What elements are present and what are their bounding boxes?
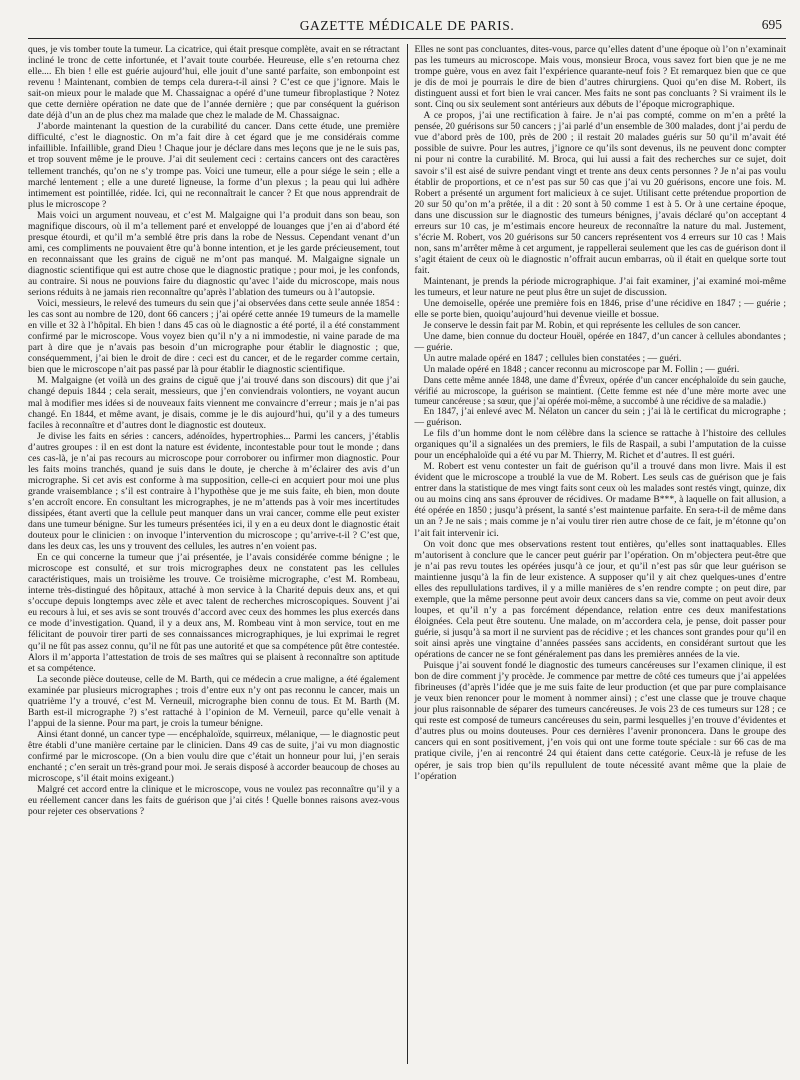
paragraph: M. Malgaigne (et voilà un des grains de ciguë que j’ai trouvé dans son discours) dit que j’ai changé depuis 1844 ; cela serait, messieurs, que j’en conviendrais volontiers, ne voyant aucun mal à modifier mes idées si de nouveaux faits viennent me convaincre d’erreur ; mais je n’ai pas changé. En 1844, et même avant, je disais, comme je le dis aujourd’hui, qu’il y a des tumeurs faciles à reconnaître et d’autres dont le diagnostic est douteux. (28, 375, 400, 431)
paragraph: M. Robert est venu contester un fait de guérison qu’il a trouvé dans mon livre. Mais il est évident que le microscope a troublé la vue de M. Robert. Les seuls cas de guérison que je fais entrer dans la statistique de mes vingt faits sont ceux où les malades sont restés vingt, quinze, dix ou au moins cinq ans sans éprouver de récidives. Or madame B***, à laquelle on fait allusion, a été opérée en 1850 ; jusqu’à présent, la santé s’est maintenue parfaite. En sera-t-il de même dans un an ? Je ne sais ; mais comme je n’ai voulu tirer rien autre chose de ce fait, je m’étonne qu’on l’ait fait intervenir ici. (414, 461, 786, 539)
paragraph: Le fils d’un homme dont le nom célèbre dans la science se rattache à l’histoire des cellules organiques qu’il a signalées un des premiers, le fils de Raspail, a subi l’amputation de la cuisse pour un encéphaloïde qui a été vu par M. Thierry, M. Richet et d’autres. Il est guéri. (414, 428, 786, 462)
paragraph: Une dame, bien connue du docteur Houël, opérée en 1847, d’un cancer à cellules abondantes ; — guérie. (414, 331, 786, 354)
article-columns (28, 44, 786, 1064)
paragraph: En 1847, j’ai enlevé avec M. Nélaton un cancer du sein ; j’ai là le certificat du micrographe ; — guérison. (414, 406, 786, 429)
left-column (28, 44, 407, 1064)
right-column (408, 44, 787, 1064)
paragraph: J’aborde maintenant la question de la curabilité du cancer. Dans cette étude, une première difficulté, c’est le diagnostic. On m’a fait dire à cet égard que je me considérais comme infaillible. Infaillible, grand Dieu ! Chaque jour je déclare dans mes leçons que je ne le suis pas, et trop souvent même je le prouve. J’ai dit seulement ceci : certains cancers ont des caractères tellement tranchés, qu’on ne s’y trompe pas. Voici une tumeur, elle a pour siége le sein ; elle a marché lentement ; elle a une dureté ligneuse, la forme d’un plexus ; la peau qui lui adhère intimement est pointillée, ridée. Ici, qui ne reconnaîtrait le cancer ? Et que nous apprendrait de plus le microscope ? (28, 121, 400, 210)
paragraph: Je divise les faits en séries : cancers, adénoïdes, hypertrophies... Parmi les cancers, j’établis d’autres groupes : il en est dont la nature est évidente, incontestable pour tout le monde ; dans ces cas-là, je n’ai pas recours au microscope pour corroborer ou infirmer mon diagnostic. Pour les faits moins tranchés, quand je suis dans le doute, je cherche à m’éclairer des avis d’un micrographe. Si cet avis est conforme à ma supposition, celle-ci en acquiert pour moi une plus grande vraisemblance ; s’il est contraire à l’hypothèse que je me suis faite, eh bien, mon doute s’en accroît encore. En consultant les micrographes, je ne m’attends pas à voir mes incertitudes dissipées, étant averti que la cellule peut manquer dans un vrai cancer, comme elle peut exister dans une tumeur bénigne. Sur les tumeurs présentées ici, il y en a eu deux dont le diagnostic était douteux pour le clinicien : on invoque l’intervention du microscope ; qu’arrive-t-il ? C’est que, dans les deux cas, les uns y trouvent des cellules, les autres n’en voient pas. (28, 430, 400, 553)
paragraph: Ainsi étant donné, un cancer type — encéphaloïde, squirreux, mélanique, — le diagnostic peut être établi d’une manière certaine par le clinicien. Dans 49 cas de suite, j’ai vu mon diagnostic confirmé par le microscope. (On a bien voulu dire que c’était un honneur pour lui, j’en serais enchanté ; c’en serait un très-grand pour moi. Je serais disposé à accorder beaucoup de choses au microscope, s’il était moins exigeant.) (28, 728, 400, 785)
paragraph: Puisque j’ai souvent fondé le diagnostic des tumeurs cancéreuses sur l’examen clinique, il est bon de dire comment j’y procède. Je commence par mettre de côté ces tumeurs que j’ai appelées fibrineuses (d’après l’idée que je me suis faite de leur production (et que par pure complaisance je veux bien renoncer pour le moment à nommer ainsi) ; c’est une classe que je trouve chaque jour plus raisonnable de séparer des tumeurs cancéreuses. Je vois 23 de ces tumeurs sur 128 ; ce qui reste est composé de tumeurs cancéreuses du sein, parmi lesquelles j’en trouve d’évidentes et d’autres plus ou moins douteuses. Pour ces dernières l’avenir prononcera. Dans le groupe des cancers qui en sont positivement, j’en vois qui ont une forme toute spéciale : sur 66 cas de ma pratique civile, j’en ai rencontré 24 qui étaient dans cette catégorie. Ceux-là je refuse de les opérer, je sais trop bien qu’ils repullulent de toute nécessité avant même que la plaie de l’opération (414, 660, 786, 782)
running-head (28, 16, 786, 39)
paragraph: Une demoiselle, opérée une première fois en 1846, prise d’une récidive en 1847 ; — guérie ; elle se porte bien, quoiqu’aujourd’hui devenue vieille et bossue. (414, 298, 786, 321)
paragraph: Mais voici un argument nouveau, et c’est M. Malgaigne qui l’a produit dans son beau, son magnifique discours, où il m’a tellement paré et enveloppé de louanges que j’en ai d’abord été presque étourdi, et qu’il m’a semblé être pris dans la robe de Nessus. Cependant venant d’un ami, ces compliments ne pouvaient être qu’à bonne intention, et je les garde précieusement, tout en reconnaissant que les grains de ciguë ne m’ont pas manqué. M. Malgaigne signale un diagnostic scientifique qui est autre chose que le diagnostic pratique ; pour moi, je les confonds, au contraire. Si nous ne pouvions faire du diagnostic qu’avec l’aide du microscope, mais nous serions réduits à ne jamais rien reconnaître qu’après l’ablation des tumeurs ou à l’autopsie. (28, 209, 400, 299)
paragraph: Dans cette même année 1848, une dame d’Évreux, opérée d’un cancer encéphaloïde du sein gauche, vérifié au microscope, la guérison se maintient. (Cette femme est née d’une mère morte avec une tumeur cancéreuse ; sa sœur, que j’ai opérée moi-même, a succombé à une récidive de sa maladie.) (414, 375, 786, 406)
publication-title: GAZETTE MÉDICALE DE PARIS. (299, 18, 515, 33)
page-number: 695 (761, 17, 782, 32)
paragraph: ques, je vis tomber toute la tumeur. La cicatrice, qui était presque complète, avait en se rétractant incliné le tronc de cette infortunée, et l’avait toute courbée. Heureuse, elle s’en retourna chez elle.... Eh bien ! elle est guérie aujourd’hui, elle jouit d’une santé parfaite, son embonpoint est revenu ! Maintenant, combien de temps cela durera-t-il ainsi ? C’est ce que j’ignore. Mais le sait-on mieux pour le malade que M. Chassaignac a opéré d’une tumeur fibroplastique ? Notez que cette dernière opération ne date que de l’année dernière ; que par conséquent la guérison date déjà d’un an de plus chez ma malade que chez le malade de M. Chassaignac. (28, 44, 400, 122)
paragraph: Maintenant, je prends la période micrographique. J’ai fait examiner, j’ai examiné moi-même les tumeurs, et leur nature ne peut plus être un sujet de discussion. (414, 275, 786, 299)
paragraph: Un autre malade opéré en 1847 ; cellules bien constatées ; — guéri. (423, 353, 682, 365)
paragraph: En ce qui concerne la tumeur que j’ai présentée, je l’avais considérée comme bénigne ; le microscope est consulté, et sur trois micrographes deux ne constatent pas les cellules caractéristiques, mais un troisième les trouve. Ce troisième micrographe, c’est M. Rombeau, interne très-distingué des hôpitaux, attaché à mon service à la Charité depuis deux ans, et qui s’occupe depuis longtemps avec zèle et avec talent de recherches microscopiques. Souvent j’ai eu recours à lui, et ses avis se sont trouvés d’accord avec ceux des hommes les plus exercés dans ce mode d’investigation. Quand, il y a deux ans, M. Rombeau vint à mon service, tout en me félicitant de pouvoir tirer parti de ses connaissances micrographiques, je lui exprimai le regret qu’il ne fût pas assez connu, qu’il ne fût pas une autorité et que sa compétence pût être contestée. Alors il m’apporta l’attestation de trois de ses maîtres qui se plaisent à reconnaître son aptitude et sa compétence. (28, 552, 400, 674)
paragraph: Voici, messieurs, le relevé des tumeurs du sein que j’ai observées dans cette seule année 1854 : les cas sont au nombre de 120, dont 66 cancers ; j’ai opéré cette année 19 tumeurs de la mamelle en ville et 32 à l’hôpital. Eh bien ! dans 45 cas où le diagnostic a été porté, il a été constamment confirmé par le microscope. Vous voyez bien qu’il n’y a ni immodestie, ni vaine parade de ma part à dire que je n’avais pas besoin d’un micrographe pour établir le diagnostic ; que, conséquemment, j’ai bien le droit de dire : ceci est du cancer, et de le regarder comme certain, bien que le microscope n’ait pas passé par là pour établir le diagnostic scientifique. (28, 298, 400, 376)
paragraph: Elles ne sont pas concluantes, dites-vous, parce qu’elles datent d’une époque où l’on n’examinait pas les tumeurs au microscope. Mais vous, monsieur Broca, vous savez fort bien que je ne me trompe guère, vous en avez fait l’expérience quarante-neuf fois ? Et remarquez bien que ce que je dis de moi je pourrais le dire de bien d’autres chirurgiens. Quoi qu’en dise M. Robert, ils distinguent aussi et fort bien le vrai cancer. Mes faits ne sont pas concluants ? Si vraiment ils le sont. Cinq ou six seulement sont antérieurs aux débuts de l’époque micrographique. (414, 44, 786, 111)
paragraph: Un malade opéré en 1848 ; cancer reconnu au microscope par M. Follin ; — guéri. (423, 364, 740, 376)
paragraph: La seconde pièce douteuse, celle de M. Barth, qui ce médecin a crue maligne, a été également examinée par plusieurs micrographes ; trois d’entre eux n’y ont pas reconnu le cancer, mais un quatrième l’y a trouvé, c’est M. Verneuil, micrographe bien connu de tous. Et M. Barth (M. Barth est-il micrographe ?) s’est rattaché à l’opinion de M. Verneuil, parce qu’elle venait à l’appui de la sienne. Pour ma part, je crois la tumeur bénigne. (28, 673, 400, 729)
paragraph: Malgré cet accord entre la clinique et le microscope, vous ne voulez pas reconnaître qu’il y a eu réellement cancer dans les faits de guérison que j’ai cités ! Quelle bonnes raisons avez-vous pour rejeter ces observations ? (28, 784, 400, 818)
paragraph: Je conserve le dessin fait par M. Robin, et qui représente les cellules de son cancer. (423, 320, 741, 332)
paragraph: A ce propos, j’ai une rectification à faire. Je n’ai pas compté, comme on m’en a prêté la pensée, 20 guérisons sur 50 cancers ; j’ai parlé d’un ensemble de 300 malades, dont j’ai perdu de vue d’abord près de 100, près de 200 ; il restait 20 malades guéris sur 50 qu’il m’avait été possible de suivre. Pour les autres, j’ignore ce qu’ils sont devenus, ils ne peuvent donc compter ni pour ni contre la curabilité. M. Broca, qui lui aussi a fait des recherches sur ce sujet, doit savoir s’il est aisé de suivre pendant vingt et trente ans deux cents personnes ? Je n’ai pas voulu établir de proportions, et ce n’est pas sur 50 cas que j’ai vu 20 guérisons, encore une fois. M. Robert a présenté un argument fort malicieux à ce sujet. Utilisant cette prétendue proportion de 20 sur 50 qu’on m’a prêtée, il a dit : 20 sont à 50 comme 1 est à 5. Or à une certaine époque, dans une discussion sur le diagnostic des tumeurs bénignes, j’avais déclaré qu’on acceptant 4 erreurs sur 10 cas, je m’estimais encore heureux de reconnaître la nature du mal. Justement, s’écrie M. Robert, vos 20 guérisons sur 50 cancers représentent vos 4 erreurs sur 10 cas ! Mais non, sans m’arrêter même à cet argument, je rappellerai seulement que les cas de guérison dont il s’agit étaient de ceux où le diagnostic n’offrait aucun embarras, où il était en quelque sorte tout fait. (414, 110, 786, 276)
paragraph: On voit donc que mes observations restent tout entières, qu’elles sont inattaquables. Elles m’autorisent à conclure que le cancer peut guérir par l’opération. On m’objectera peut-être que je n’ai pas revu toutes les opérées jusqu’à ce jour, et qu’il n’est pas sûr que leur guérison se maintienne jusqu’à la fin de leur existence. A supposer qu’il y ait chez quelques-unes d’entre elles des repullulations tardives, il y a mille manières de s’en rendre compte ; on peut dire, par exemple, que la même personne peut avoir deux cancers dans sa vie, comme on peut avoir deux loupes, et qu’il n’y a pas forcément dépendance, relation entre ces deux manifestations éloignées. Cela peut être soutenu. Une malade, on m’accordera cela, je pense, doit passer pour guérie, si jusqu’à sa mort il ne survient pas de récidive ; et les chances sont grandes pour qu’il en soit ainsi après une vingtaine d’années passées sans accidents, en considérant surtout que les opérations de cancer ne se font généralement pas dans les premières années de la vie. (414, 538, 786, 661)
